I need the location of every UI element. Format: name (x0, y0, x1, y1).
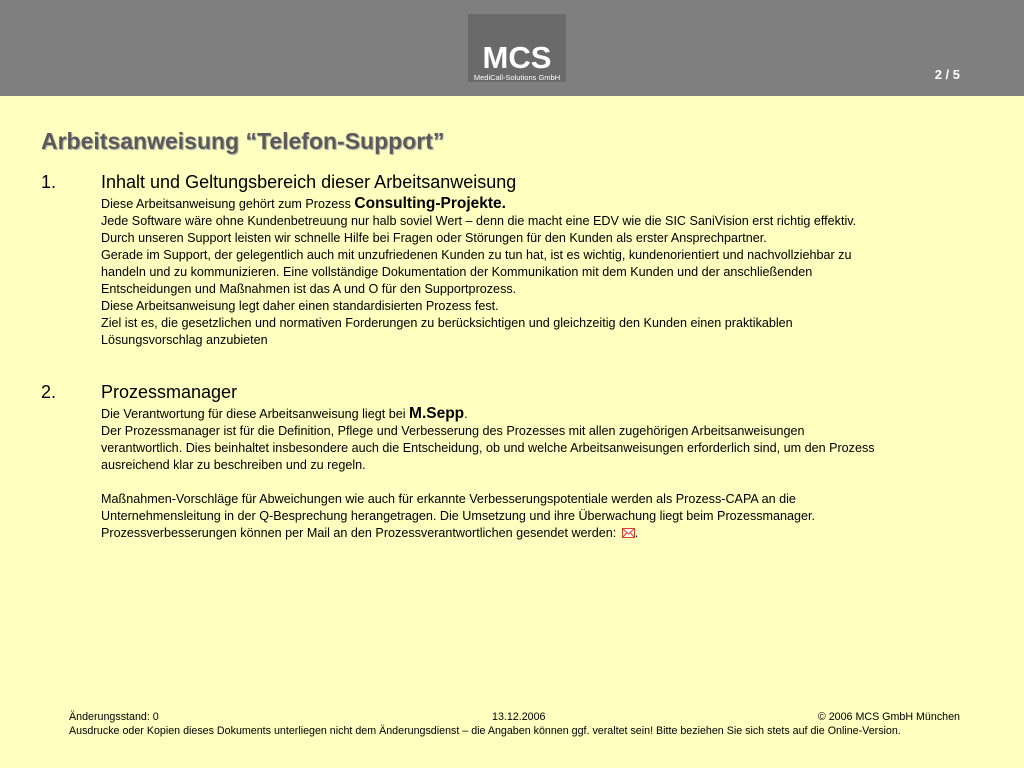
paragraph: Der Prozessmanager ist für die Definition, Pflege und Verbesserung des Prozesses mit allen zugehörigen Arbeitsanweisungen verantwortlich. Dies beinhaltet insbesondere auch die Entscheidung, ob und welche Arbeitsanweisungen erforderlich sind, um den Prozess ausreichend klar zu beschreiben und zu regeln. (101, 424, 875, 472)
paragraph: Diese Arbeitsanweisung legt daher einen standardisierten Prozess fest. (101, 299, 499, 313)
copyright: © 2006 MCS GmbH München (817, 711, 960, 723)
section-heading (41, 171, 881, 195)
footer-meta-row (69, 710, 962, 724)
process-name: Consulting-Projekte. (354, 195, 506, 212)
section-body (101, 405, 881, 542)
paragraph: Maßnahmen-Vorschläge für Abweichungen wie auch für erkannte Verbesserungspotentiale werden als Prozess-CAPA an die Unternehmensleitung in der Q-Besprechung herangetragen. Die Umsetzung und ihre Überwachung liegt beim Prozessmanager. (101, 492, 816, 523)
envelope-icon[interactable] (622, 526, 635, 536)
section-heading (41, 381, 881, 405)
section-process-manager (41, 381, 881, 542)
section-title: Inhalt und Geltungsbereich dieser Arbeitsanweisung (101, 172, 517, 192)
mail-paragraph (101, 525, 881, 542)
intro-text: Die Verantwortung für diese Arbeitsanweisung liegt bei (101, 407, 410, 421)
document-date: 13.12.2006 (492, 711, 546, 723)
section-body (101, 195, 881, 349)
section-intro (101, 195, 881, 213)
mail-text: Prozessverbesserungen können per Mail an den Prozessverantwortlichen gesendet werden: (101, 526, 620, 540)
page-number: 2 / 5 (934, 67, 960, 82)
intro-text: Diese Arbeitsanweisung gehört zum Prozess (101, 197, 355, 211)
section-number: 1. (41, 172, 57, 192)
paragraph-spacer (101, 474, 881, 491)
footer-disclaimer: Ausdrucke oder Kopien dieses Dokuments unterliegen nicht dem Änderungsdienst – die Angaben können ggf. veraltet sein! Bitte beziehen Sie sich stets auf die Online-Version. (69, 725, 901, 737)
paragraph: Gerade im Support, der gelegentlich auch mit unzufriedenen Kunden zu tun hat, ist es wichtig, kundenorientiert und nachvollziehbar zu handeln und zu kommunizieren. Eine vollständige Dokumentation der Kommunikation mit dem Kunden und der anschließenden Entscheidungen und Maßnahmen ist das A und O für den Supportprozess. (101, 248, 852, 296)
section-title: Prozessmanager (101, 382, 238, 402)
document-title: Arbeitsanweisung “Telefon-Support” (41, 128, 445, 154)
section-intro (101, 405, 881, 423)
intro-suffix: . (464, 407, 468, 421)
logo-text: MCS (482, 40, 552, 75)
mail-suffix: . (634, 526, 639, 540)
section-scope (41, 171, 881, 349)
mcs-logo (468, 14, 566, 82)
paragraph: Jede Software wäre ohne Kundenbetreuung nur halb soviel Wert – denn die macht eine EDV wie die SIC SaniVision erst richtig effektiv. Durch unseren Support leisten wir schnelle Hilfe bei Fragen oder Störungen für den Kunden als erster Ansprechpartner. (101, 214, 857, 245)
paragraph: Ziel ist es, die gesetzlichen und normativen Forderungen zu berücksichtigen und gleichzeitig den Kunden einen praktikablen Lösungsvorschlag anzubieten (101, 316, 793, 347)
process-manager-name: M.Sepp (409, 405, 465, 422)
revision-status: Änderungsstand: 0 (69, 711, 159, 723)
section-number: 2. (41, 382, 57, 402)
page-header (0, 0, 1024, 96)
page-footer (69, 710, 962, 738)
logo-subtitle: MediCall-Solutions GmbH (473, 73, 561, 82)
